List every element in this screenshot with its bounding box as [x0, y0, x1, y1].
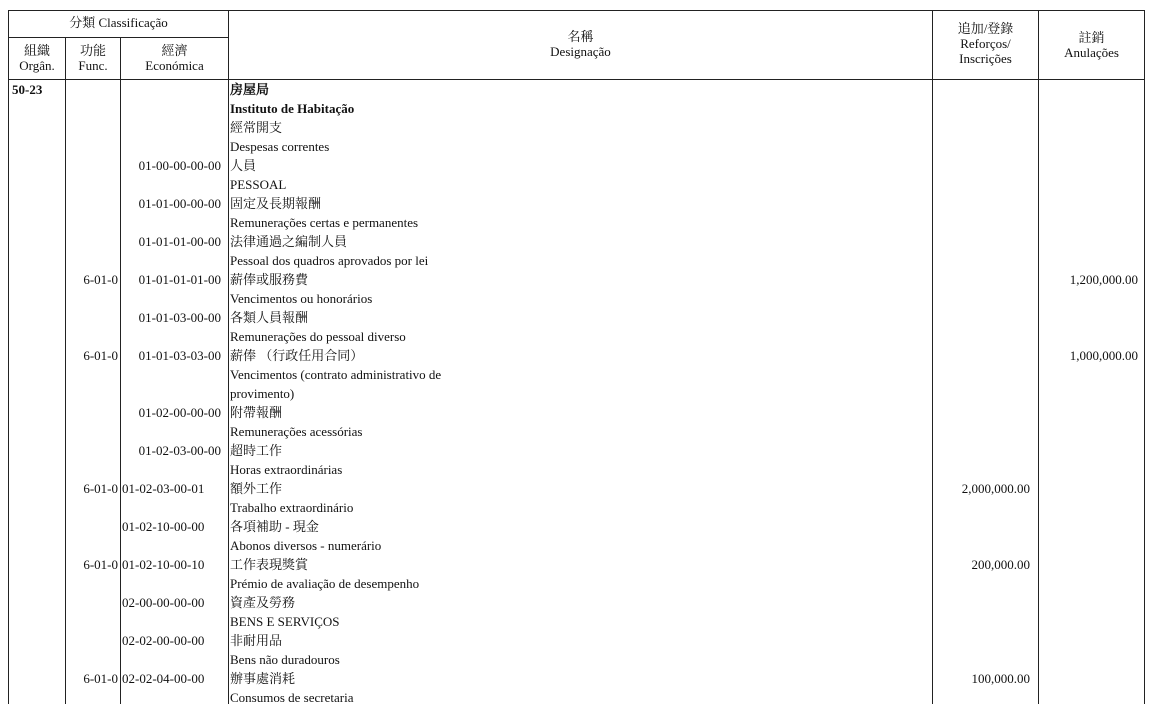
econ-code: 01-01-00-00-00	[138, 196, 221, 211]
designation-header: 名稱 Designação	[550, 29, 611, 59]
designation-text: Despesas correntes	[230, 139, 330, 154]
designation-text: provimento)	[230, 386, 295, 401]
econ-code: 01-01-01-00-00	[138, 234, 221, 249]
econ-code: 01-02-10-00-00	[122, 519, 205, 534]
designation-text: 工作表現獎賞	[230, 557, 309, 572]
econ-code: 02-02-04-00-00	[122, 671, 205, 686]
econ-code: 01-01-03-03-00	[138, 348, 221, 363]
designation-text: 額外工作	[230, 481, 283, 496]
designation-text: 固定及長期報酬	[230, 196, 322, 211]
reforcos-amount: 2,000,000.00	[961, 481, 1030, 496]
func-code: 6-01-0	[83, 557, 118, 572]
designation-text: 房屋局	[230, 82, 270, 97]
table-left-border	[8, 10, 9, 704]
designation-text: 人員	[230, 158, 257, 173]
designation-text: 法律通過之編制人員	[230, 234, 348, 249]
designation-text: 薪俸或服務費	[230, 272, 309, 287]
anulacoes-amount: 1,000,000.00	[1069, 348, 1138, 363]
designation-text: Bens não duradouros	[230, 652, 340, 667]
table-top-border	[8, 10, 1145, 11]
econ-code: 01-02-03-00-01	[122, 481, 205, 496]
econ-code: 01-01-03-00-00	[138, 310, 221, 325]
designation-text: 辦事處消耗	[230, 671, 296, 686]
reforcos-amount: 100,000.00	[971, 671, 1030, 686]
designation-text: Consumos de secretaria	[230, 690, 354, 705]
designation-text: Vencimentos ou honorários	[230, 291, 373, 306]
econ-code: 01-00-00-00-00	[138, 158, 221, 173]
classification-subheader-line	[8, 37, 228, 38]
designation-text: Remunerações do pessoal diverso	[230, 329, 406, 344]
econ-code: 02-00-00-00-00	[122, 595, 205, 610]
anulacoes-amount: 1,200,000.00	[1069, 272, 1138, 287]
col-divider-func-econ	[120, 37, 121, 704]
designation-text: 薪俸 （行政任用合同）	[230, 348, 364, 363]
func-code: 6-01-0	[83, 348, 118, 363]
classification-header: 分類 Classificação	[69, 15, 168, 30]
anulacoes-header: 註銷 Anulações	[1064, 30, 1119, 60]
designation-text: 資產及勞務	[230, 595, 296, 610]
designation-text: 附帶報酬	[230, 405, 283, 420]
designation-text: Instituto de Habitação	[230, 101, 355, 116]
func-code: 6-01-0	[83, 272, 118, 287]
designation-text: Prémio de avaliação de desempenho	[230, 576, 420, 591]
designation-text: 非耐用品	[230, 633, 283, 648]
designation-text: 各項補助 - 現金	[230, 519, 319, 534]
designation-text: PESSOAL	[230, 177, 287, 192]
designation-text: Remunerações acessórias	[230, 424, 363, 439]
econ-header: 經濟 Económica	[145, 43, 204, 73]
econ-code: 02-02-00-00-00	[122, 633, 205, 648]
designation-text: Horas extraordinárias	[230, 462, 343, 477]
designation-text: 各類人員報酬	[230, 310, 309, 325]
econ-code: 01-02-10-00-10	[122, 557, 205, 572]
designation-text: Pessoal dos quadros aprovados por lei	[230, 253, 429, 268]
designation-text: Remunerações certas e permanentes	[230, 215, 419, 230]
designation-text: Vencimentos (contrato administrativo de	[230, 367, 442, 382]
econ-code: 01-01-01-01-00	[138, 272, 221, 287]
designation-text: 經常開支	[230, 120, 283, 135]
col-divider-econ-desc	[228, 10, 229, 704]
col-divider-organ-func	[65, 37, 66, 704]
organ-code: 50-23	[12, 82, 43, 97]
reforcos-amount: 200,000.00	[971, 557, 1030, 572]
col-divider-desc-ref	[932, 10, 933, 704]
table-right-border	[1144, 10, 1145, 704]
econ-code: 01-02-03-00-00	[138, 443, 221, 458]
func-code: 6-01-0	[83, 481, 118, 496]
col-divider-ref-anu	[1038, 10, 1039, 704]
designation-text: Trabalho extraordinário	[230, 500, 354, 515]
designation-text: BENS E SERVIÇOS	[230, 614, 340, 629]
func-code: 6-01-0	[83, 671, 118, 686]
reforcos-header: 追加/登錄 Reforços/ Inscrições	[957, 21, 1014, 66]
func-header: 功能 Func.	[78, 43, 108, 73]
designation-text: 超時工作	[230, 443, 283, 458]
econ-code: 01-02-00-00-00	[138, 405, 221, 420]
organ-header: 組織 Orgân.	[19, 43, 55, 73]
designation-text: Abonos diversos - numerário	[230, 538, 382, 553]
